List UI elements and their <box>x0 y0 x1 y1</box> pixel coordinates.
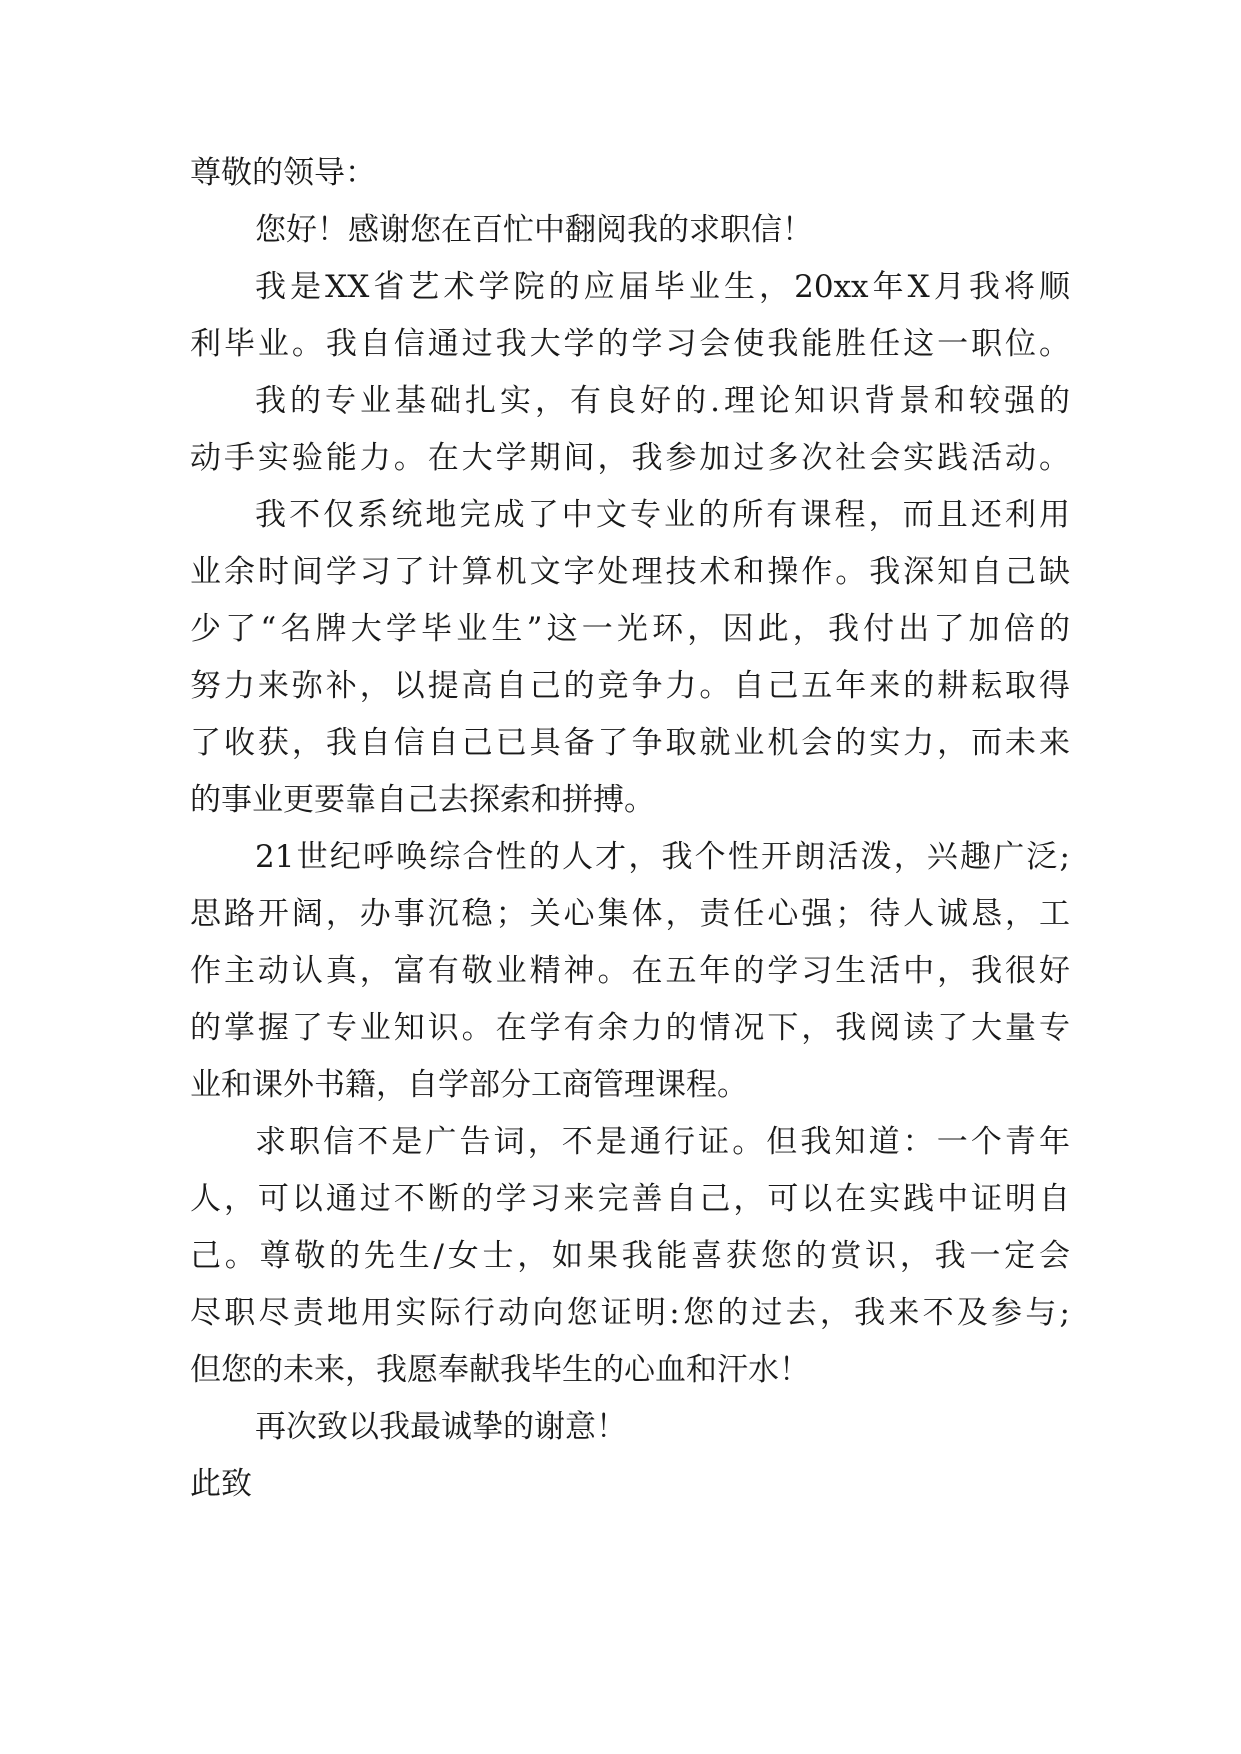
body-line: 业和课外书籍，自学部分工商管理课程。 <box>190 1067 748 1103</box>
greeting-line: 您好！感谢您在百忙中翻阅我的求职信！ <box>255 212 813 248</box>
body-line: 但您的未来，我愿奉献我毕生的心血和汗水！ <box>190 1352 810 1388</box>
body-line: 利毕业。我自信通过我大学的学习会使我能胜任这一职位。 <box>190 326 1070 362</box>
thanks-line: 再次致以我最诚挚的谢意！ <box>255 1409 627 1445</box>
body-line: 的掌握了专业知识。在学有余力的情况下，我阅读了大量专 <box>190 1010 1070 1046</box>
body-line: 求职信不是广告词，不是通行证。但我知道：一个青年 <box>255 1124 1070 1160</box>
body-line: 动手实验能力。在大学期间，我参加过多次社会实践活动。 <box>190 440 1070 476</box>
body-line: 业余时间学习了计算机文字处理技术和操作。我深知自己缺 <box>190 554 1070 590</box>
body-line: 我的专业基础扎实，有良好的.理论知识背景和较强的 <box>255 383 1070 419</box>
body-line: 21世纪呼唤综合性的人才，我个性开朗活泼，兴趣广泛; <box>255 839 1070 875</box>
body-line: 尽职尽责地用实际行动向您证明:您的过去，我来不及参与; <box>190 1295 1070 1331</box>
body-line: 了收获，我自信自己已具备了争取就业机会的实力，而未来 <box>190 725 1070 761</box>
body-line: 我不仅系统地完成了中文专业的所有课程，而且还利用 <box>255 497 1070 533</box>
closing: 此致 <box>190 1466 252 1502</box>
body-line: 少了“名牌大学毕业生”这一光环，因此，我付出了加倍的 <box>190 611 1070 647</box>
body-line: 己。尊敬的先生/女士，如果我能喜获您的赏识，我一定会 <box>190 1238 1070 1274</box>
body-line: 思路开阔，办事沉稳；关心集体，责任心强；待人诚恳，工 <box>190 896 1070 932</box>
body-line: 作主动认真，富有敬业精神。在五年的学习生活中，我很好 <box>190 953 1070 989</box>
body-line: 努力来弥补，以提高自己的竞争力。自己五年来的耕耘取得 <box>190 668 1070 704</box>
salutation: 尊敬的领导： <box>190 155 376 191</box>
body-line: 的事业更要靠自己去探索和拼搏。 <box>190 782 655 818</box>
body-line: 人，可以通过不断的学习来完善自己，可以在实践中证明自 <box>190 1181 1070 1217</box>
body-line: 我是XX省艺术学院的应届毕业生，20xx年X月我将顺 <box>255 269 1070 305</box>
